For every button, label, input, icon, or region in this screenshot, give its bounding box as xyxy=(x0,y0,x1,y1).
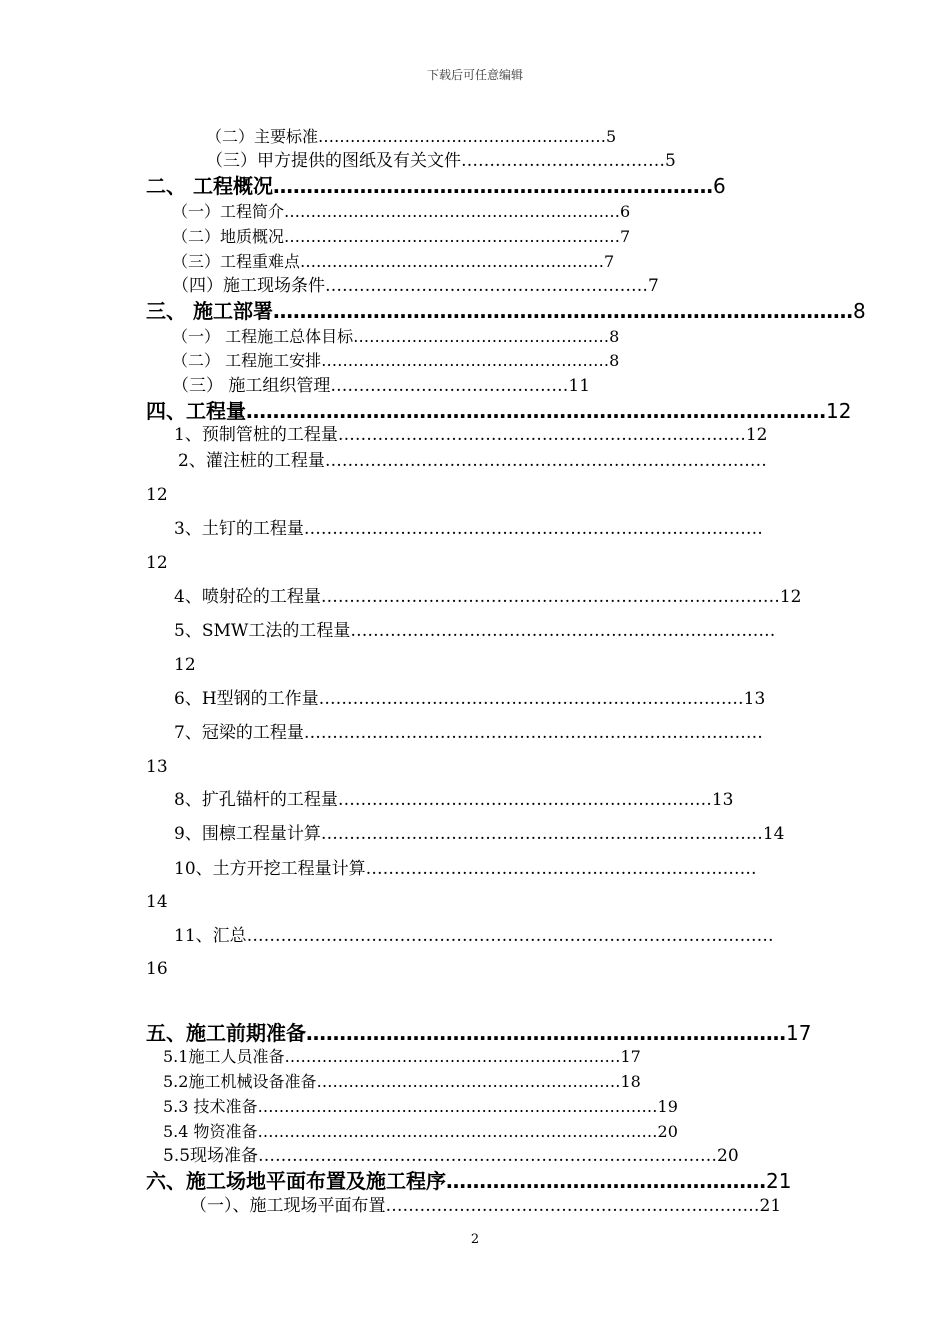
toc-entry-text: 5.1施工人员准备 xyxy=(163,1047,285,1066)
toc-leader-dots: …………………………………………………………………… xyxy=(320,824,763,844)
toc-page-number: 14 xyxy=(146,892,168,912)
toc-entry[interactable] xyxy=(163,1049,641,1065)
toc-page-number: 17 xyxy=(786,1021,812,1045)
toc-page-number: 5 xyxy=(606,127,617,146)
toc-entry[interactable] xyxy=(163,1099,678,1115)
toc-entry-text: 3、土钉的工程量 xyxy=(174,519,304,539)
toc-page-number: 13 xyxy=(146,757,168,777)
toc-leader-dots: ……………………………………………………………………… xyxy=(303,519,763,539)
toc-entry-text: （一）、施工现场平面布置 xyxy=(190,1196,386,1216)
toc-leader-dots: ………………………………………………………………… xyxy=(318,689,744,709)
toc-entry[interactable] xyxy=(172,329,619,345)
toc-leader-dots: ………………………………………… xyxy=(353,327,610,346)
toc-entry[interactable] xyxy=(174,589,801,606)
toc-leader-dots: ………………………………………………………………… xyxy=(257,1122,658,1141)
toc-leader-dots: ……………………………………………………………… xyxy=(337,425,746,445)
toc-entry[interactable] xyxy=(146,1171,791,1191)
toc-entry-text: 7、冠梁的工程量 xyxy=(174,723,304,743)
toc-entry-text: 10、土方开挖工程量计算 xyxy=(174,859,366,879)
toc-entry-text: （一）工程简介 xyxy=(172,202,285,221)
toc-entry[interactable] xyxy=(172,378,590,395)
toc-entry-text: 六、施工场地平面布置及施工程序 xyxy=(146,1169,446,1193)
toc-leader-dots: ………………………………………………………… xyxy=(385,1196,760,1216)
toc-entry[interactable] xyxy=(163,1074,641,1090)
toc-leader-dots: ……………………………………………………………………… xyxy=(258,1146,718,1166)
toc-leader-dots: ……………………………………………………… xyxy=(284,227,621,246)
toc-page-number: 7 xyxy=(620,227,631,246)
toc-entry[interactable] xyxy=(174,521,763,538)
toc-entry-text: （三） 施工组织管理 xyxy=(172,376,331,396)
toc-page-number: 13 xyxy=(743,689,766,709)
toc-entry-text: 5.2施工机械设备准备 xyxy=(163,1072,317,1091)
page-header: 下载后可任意编辑 xyxy=(426,68,523,82)
toc-entry-text: （二）主要标准 xyxy=(206,127,319,146)
toc-leader-dots: …………………………………………………………………………… xyxy=(246,399,826,423)
toc-entry-text: 9、围檩工程量计算 xyxy=(174,824,321,844)
toc-entry-text: 5.5现场准备 xyxy=(163,1146,259,1166)
toc-leader-dots: ……………………………………………………………………… xyxy=(303,723,763,743)
toc-page-number: 5 xyxy=(665,151,676,171)
toc-page-number: 20 xyxy=(657,1122,678,1141)
toc-entry[interactable] xyxy=(172,229,630,245)
toc-entry-text: 四、工程量 xyxy=(146,399,246,423)
toc-page-number: 12 xyxy=(174,655,196,675)
toc-page-number: 19 xyxy=(657,1097,678,1116)
toc-entry[interactable] xyxy=(190,1198,781,1215)
toc-page-number: 13 xyxy=(711,790,734,810)
toc-entry[interactable] xyxy=(178,453,767,470)
toc-entry-text: 5、SMW工法的工程量 xyxy=(174,621,351,641)
toc-entry[interactable] xyxy=(146,401,851,421)
toc-leader-dots: ………………………………………………… xyxy=(300,252,605,271)
toc-entry[interactable] xyxy=(174,623,775,640)
toc-page-number: 7 xyxy=(648,276,659,296)
toc-entry-text: 11、汇总 xyxy=(174,926,247,946)
toc-leader-dots: …………………………………………………………… xyxy=(365,859,757,879)
toc-entry[interactable] xyxy=(146,176,726,196)
toc-leader-dots: ………………………………………………… xyxy=(316,1072,621,1091)
toc-entry[interactable] xyxy=(174,792,733,809)
toc-entry-text: 5.4 物资准备 xyxy=(163,1122,258,1141)
toc-page-number: 17 xyxy=(620,1047,641,1066)
toc-leader-dots: ………………………………………………………… xyxy=(272,174,713,198)
toc-entry[interactable] xyxy=(172,278,659,295)
toc-leader-dots: ……………………………………………………… xyxy=(284,202,621,221)
toc-leader-dots: ………………………………………………………………… xyxy=(350,621,776,641)
toc-leader-dots: ……………………………… xyxy=(461,151,665,171)
toc-entry[interactable] xyxy=(172,204,630,220)
toc-leader-dots: ………………………………………………………………………………… xyxy=(246,926,774,946)
toc-page-number: 8 xyxy=(852,299,866,323)
toc-page-number: 6 xyxy=(620,202,631,221)
toc-entry[interactable] xyxy=(174,861,757,878)
toc-page-number: 18 xyxy=(620,1072,641,1091)
toc-leader-dots: …………………………………………………………………… xyxy=(324,451,767,471)
toc-page-number: 12 xyxy=(146,485,168,505)
toc-entry[interactable] xyxy=(163,1148,739,1165)
toc-entry-text: （三）甲方提供的图纸及有关文件 xyxy=(206,151,461,171)
toc-entry-text: 5.3 技术准备 xyxy=(163,1097,258,1116)
toc-leader-dots: …………………………………………………………………………… xyxy=(272,299,853,323)
toc-entry[interactable] xyxy=(172,353,619,369)
toc-entry-text: （一） 工程施工总体目标 xyxy=(172,327,354,346)
toc-page-number: 6 xyxy=(712,174,726,198)
toc-page-number: 12 xyxy=(745,425,768,445)
toc-leader-dots: ……………………………………………………………………… xyxy=(320,587,780,607)
toc-page-number: 8 xyxy=(609,327,620,346)
toc-entry-text: 8、扩孔锚杆的工程量 xyxy=(174,790,338,810)
toc-page-number: 12 xyxy=(779,587,802,607)
toc-page-number: 7 xyxy=(604,252,615,271)
toc-entry-text: （三）工程重难点 xyxy=(172,252,301,271)
toc-page-number: 12 xyxy=(146,553,168,573)
toc-page-number: 16 xyxy=(146,959,168,979)
toc-leader-dots: ………………………………………………………… xyxy=(337,790,712,810)
toc-entry[interactable] xyxy=(174,427,767,444)
toc-entry-text: （四）施工现场条件 xyxy=(172,276,325,296)
toc-entry[interactable] xyxy=(206,129,616,145)
toc-entry-text: 五、施工前期准备 xyxy=(146,1021,306,1045)
toc-entry-text: 二、 工程概况 xyxy=(146,174,273,198)
page-number: 2 xyxy=(470,1232,480,1247)
toc-entry-text: 6、H型钢的工作量 xyxy=(174,689,319,709)
toc-page-number: 20 xyxy=(717,1146,739,1166)
toc-leader-dots: ……………………………………………… xyxy=(321,351,610,370)
toc-entry-text: 三、 施工部署 xyxy=(146,299,273,323)
toc-entry-text: （二） 工程施工安排 xyxy=(172,351,322,370)
toc-entry-text: 1、预制管桩的工程量 xyxy=(174,425,338,445)
toc-leader-dots: ……………………………………………………… xyxy=(284,1047,621,1066)
toc-page-number: 12 xyxy=(826,399,852,423)
toc-entry-text: （二）地质概况 xyxy=(172,227,285,246)
toc-entry[interactable] xyxy=(146,1023,811,1043)
toc-entry-text: 2、灌注桩的工程量 xyxy=(178,451,325,471)
toc-entry[interactable] xyxy=(163,1124,678,1140)
toc-page-number: 14 xyxy=(762,824,785,844)
toc-page-number: 21 xyxy=(766,1169,792,1193)
toc-entry[interactable] xyxy=(174,691,765,708)
toc-leader-dots: ………………………………………… xyxy=(446,1169,766,1193)
toc-leader-dots: ………………………………………………………………… xyxy=(257,1097,658,1116)
toc-entry[interactable] xyxy=(172,254,614,270)
toc-leader-dots: ……………………………………………… xyxy=(318,127,607,146)
toc-entry-text: 4、喷射砼的工程量 xyxy=(174,587,321,607)
toc-entry[interactable] xyxy=(174,928,774,945)
toc-entry[interactable] xyxy=(174,826,784,843)
toc-page-number: 8 xyxy=(609,351,620,370)
toc-page-number: 11 xyxy=(568,376,591,396)
toc-leader-dots: ……………………………………………………………… xyxy=(306,1021,786,1045)
toc-leader-dots: …………………………………… xyxy=(330,376,569,396)
toc-page-number: 21 xyxy=(759,1196,782,1216)
toc-leader-dots: ………………………………………………… xyxy=(325,276,648,296)
toc-entry[interactable] xyxy=(174,725,763,742)
toc-entry[interactable] xyxy=(146,301,866,321)
toc-entry[interactable] xyxy=(206,153,676,170)
